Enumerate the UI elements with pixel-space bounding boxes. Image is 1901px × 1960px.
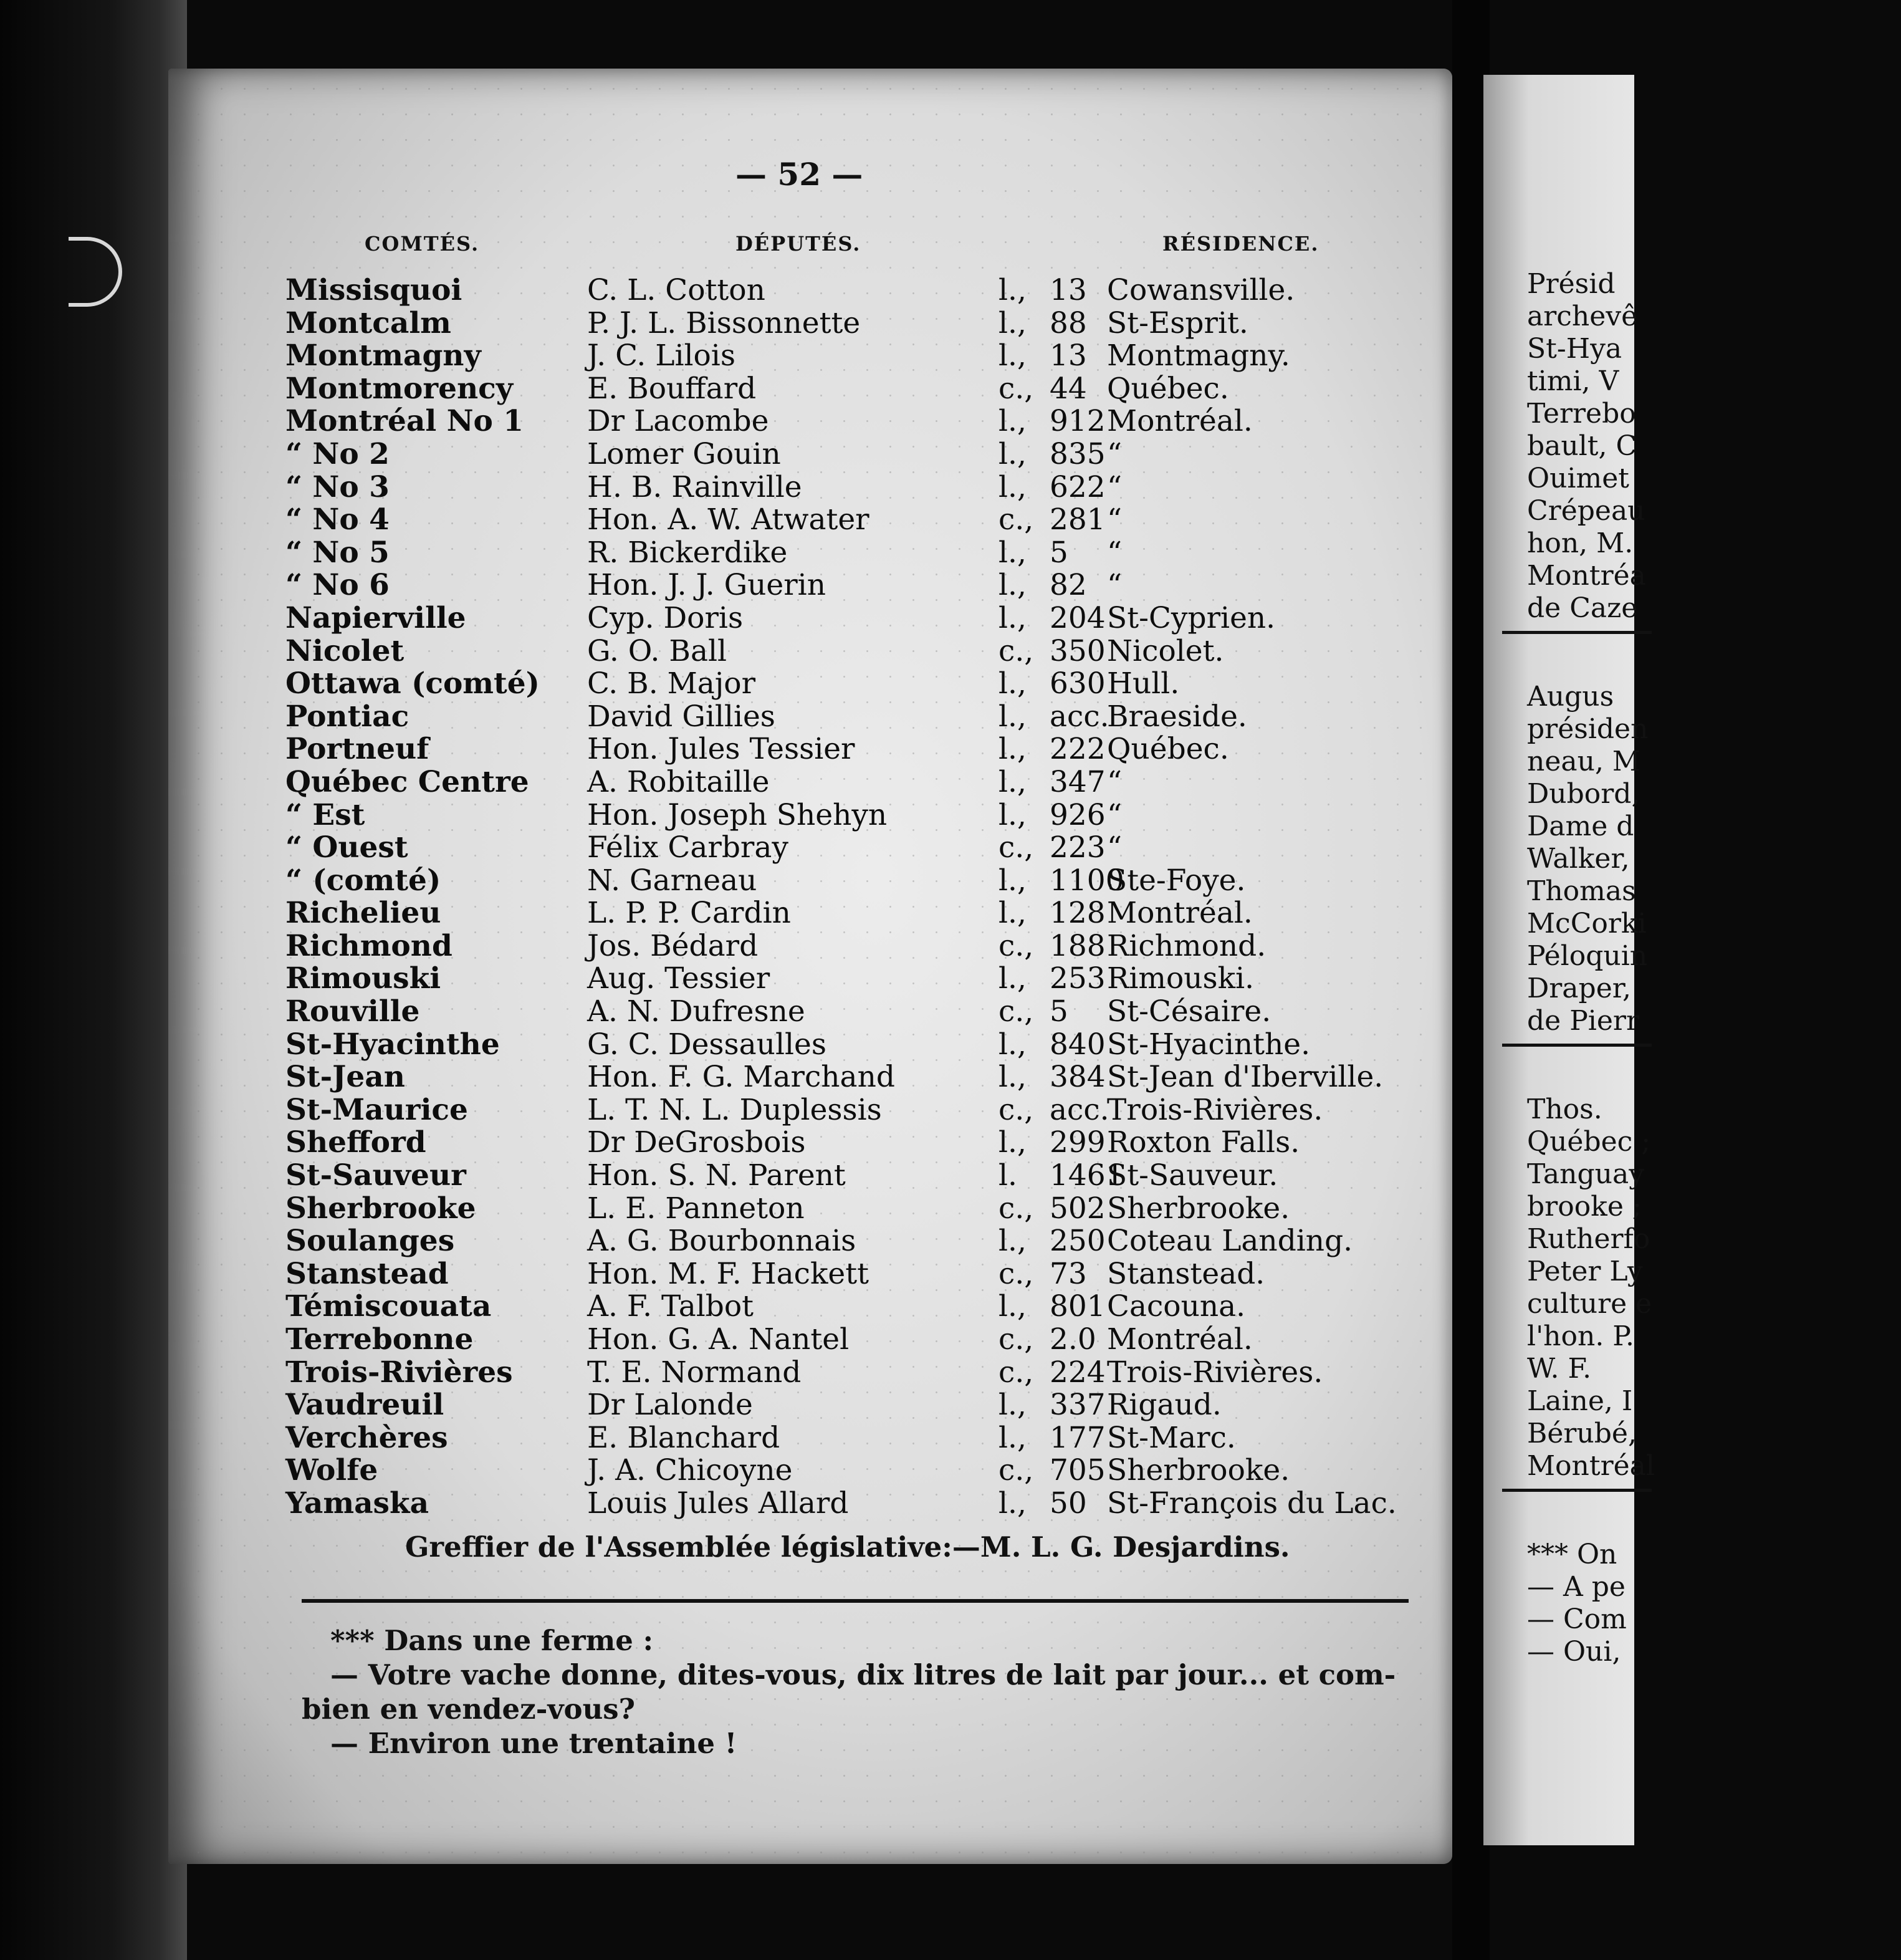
table-row: [282, 471, 1422, 504]
deputy-cell: Hon. G. A. Nantel: [587, 1322, 850, 1357]
facing-page-rule: [1502, 631, 1652, 634]
deputy-cell: G. C. Dessaulles: [587, 1027, 826, 1062]
county-cell: Rimouski: [285, 961, 441, 996]
number-cell: 801: [1050, 1289, 1106, 1324]
deputy-cell: Louis Jules Allard: [587, 1486, 849, 1520]
table-row: [282, 1454, 1422, 1487]
page-tab-mark: [69, 237, 122, 307]
county-cell: Rouville: [285, 994, 420, 1029]
party-cell: l.,: [998, 797, 1027, 832]
county-cell: Shefford: [285, 1125, 426, 1160]
number-cell: 50: [1050, 1486, 1087, 1520]
deputy-cell: E. Blanchard: [587, 1420, 780, 1455]
facing-page-line: Augus: [1527, 681, 1614, 713]
number-cell: 347: [1050, 764, 1106, 799]
county-cell: “ No 5: [285, 535, 390, 570]
party-cell: l.,: [998, 1388, 1027, 1423]
party-cell: l.,: [998, 1027, 1027, 1062]
table-row: [282, 1258, 1422, 1291]
number-cell: 253: [1050, 961, 1106, 996]
number-cell: 188: [1050, 928, 1106, 963]
table-row: [282, 1225, 1422, 1258]
deputy-cell: T. E. Normand: [587, 1355, 802, 1390]
table-row: [282, 1389, 1422, 1422]
table-row: [282, 1160, 1422, 1193]
deputy-cell: R. Bickerdike: [587, 535, 788, 570]
header-deputy: DÉPUTÉS.: [735, 232, 861, 256]
party-cell: c.,: [998, 371, 1034, 406]
number-cell: 177: [1050, 1420, 1106, 1455]
county-cell: Montmorency: [285, 371, 514, 406]
residence-cell: Cowansville.: [1107, 273, 1295, 307]
residence-cell: Sherbrooke.: [1107, 1453, 1290, 1488]
party-cell: l.,: [998, 1224, 1027, 1259]
facing-page-line: bault, C: [1527, 430, 1637, 462]
residence-cell: Montréal.: [1107, 404, 1253, 439]
deputy-cell: C. L. Cotton: [587, 273, 765, 307]
number-cell: 1100: [1050, 863, 1124, 898]
residence-cell: St-Hyacinthe.: [1107, 1027, 1311, 1062]
county-cell: Stanstead: [285, 1256, 449, 1291]
facing-page-line: Montréal: [1527, 1450, 1655, 1482]
county-cell: “ No 2: [285, 436, 390, 471]
deputy-cell: E. Bouffard: [587, 371, 757, 406]
table-row: [282, 274, 1422, 307]
table-row: [282, 963, 1422, 996]
header-residence: RÉSIDENCE.: [1162, 232, 1319, 256]
number-cell: 299: [1050, 1125, 1106, 1160]
facing-page-line: culture e: [1527, 1288, 1652, 1320]
facing-page-line: Présid: [1527, 268, 1616, 300]
facing-page-line: Tanguay: [1527, 1158, 1645, 1190]
residence-cell: St-Sauveur.: [1107, 1158, 1278, 1193]
facing-page-line: l'hon. P.: [1527, 1320, 1634, 1352]
residence-cell: “: [1107, 764, 1123, 799]
party-cell: l.,: [998, 305, 1027, 340]
table-row: [282, 635, 1422, 668]
party-cell: c.,: [998, 1256, 1034, 1291]
facing-page-line: — A pe: [1527, 1571, 1626, 1603]
table-row: [282, 1127, 1422, 1160]
deputy-cell: Lomer Gouin: [587, 436, 781, 471]
number-cell: acc.: [1050, 699, 1109, 734]
deputy-cell: Hon. S. N. Parent: [587, 1158, 846, 1193]
county-cell: Pontiac: [285, 699, 409, 734]
deputy-cell: Félix Carbray: [587, 830, 788, 865]
county-cell: St-Hyacinthe: [285, 1027, 500, 1062]
deputy-cell: Dr DeGrosbois: [587, 1125, 806, 1160]
table-row: [282, 897, 1422, 930]
residence-cell: Nicolet.: [1107, 633, 1224, 668]
table-row: [282, 996, 1422, 1029]
facing-page-line: hon, M.: [1527, 527, 1634, 559]
county-cell: “ Ouest: [285, 830, 408, 865]
table-row: [282, 537, 1422, 570]
residence-cell: Québec.: [1107, 371, 1229, 406]
table-row: [282, 1193, 1422, 1226]
facing-page-line: Bérubé,: [1527, 1418, 1637, 1449]
number-cell: 223: [1050, 830, 1106, 865]
party-cell: l.,: [998, 961, 1027, 996]
facing-page-line: Draper,: [1527, 973, 1631, 1004]
county-cell: St-Sauveur: [285, 1158, 466, 1193]
deputy-cell: David Gillies: [587, 699, 775, 734]
number-cell: 2.0: [1050, 1322, 1096, 1357]
county-cell: Richelieu: [285, 896, 441, 931]
joke-line-4: — Environ une trentaine !: [330, 1727, 737, 1760]
facing-page-line: Dubord,: [1527, 778, 1640, 810]
party-cell: l.,: [998, 1420, 1027, 1455]
number-cell: 222: [1050, 732, 1106, 767]
table-row: [282, 602, 1422, 635]
deputy-cell: Hon. J. J. Guerin: [587, 568, 826, 603]
number-cell: 1461: [1050, 1158, 1124, 1193]
facing-page-line: neau, M: [1527, 746, 1640, 777]
county-cell: Richmond: [285, 928, 453, 963]
facing-page-line: Laine, I: [1527, 1385, 1633, 1417]
facing-page-line: W. F.: [1527, 1353, 1592, 1385]
residence-cell: Richmond.: [1107, 928, 1267, 963]
residence-cell: “: [1107, 469, 1123, 504]
party-cell: c.,: [998, 830, 1034, 865]
county-cell: Terrebonne: [285, 1322, 474, 1357]
facing-page-line: brooke ;: [1527, 1191, 1642, 1223]
residence-cell: Cacouna.: [1107, 1289, 1246, 1324]
number-cell: 630: [1050, 666, 1106, 701]
residence-cell: Rimouski.: [1107, 961, 1255, 996]
party-cell: c.,: [998, 1092, 1034, 1127]
number-cell: 835: [1050, 436, 1106, 471]
residence-cell: St-Esprit.: [1107, 305, 1248, 340]
residence-cell: Rigaud.: [1107, 1388, 1222, 1423]
residence-cell: Braeside.: [1107, 699, 1247, 734]
party-cell: l.,: [998, 1486, 1027, 1520]
number-cell: 502: [1050, 1191, 1106, 1226]
party-cell: l.,: [998, 535, 1027, 570]
county-cell: Nicolet: [285, 633, 405, 668]
deputy-cell: Hon. Joseph Shehyn: [587, 797, 888, 832]
table-row: [282, 865, 1422, 898]
deputy-cell: Dr Lalonde: [587, 1388, 753, 1423]
party-cell: l.,: [998, 1060, 1027, 1095]
deputy-cell: P. J. L. Bissonnette: [587, 305, 861, 340]
number-cell: 44: [1050, 371, 1087, 406]
number-cell: 13: [1050, 339, 1087, 373]
deputy-cell: J. C. Lilois: [587, 339, 735, 373]
deputy-cell: L. P. P. Cardin: [587, 896, 791, 931]
table-row: [282, 340, 1422, 373]
party-cell: c.,: [998, 1453, 1034, 1488]
number-cell: 912: [1050, 404, 1106, 439]
deputy-cell: Hon. Jules Tessier: [587, 732, 855, 767]
county-cell: Napierville: [285, 600, 466, 635]
county-cell: Missisquoi: [285, 273, 462, 307]
facing-page-line: Thomas: [1527, 875, 1636, 907]
residence-cell: “: [1107, 535, 1123, 570]
deputy-cell: Cyp. Doris: [587, 600, 744, 635]
deputy-cell: L. E. Panneton: [587, 1191, 805, 1226]
county-cell: Sherbrooke: [285, 1191, 476, 1226]
table-row: [282, 504, 1422, 537]
deputy-cell: Hon. M. F. Hackett: [587, 1256, 869, 1291]
facing-page-line: Québec ;: [1527, 1126, 1651, 1158]
party-cell: l.,: [998, 1289, 1027, 1324]
party-cell: c.,: [998, 502, 1034, 537]
party-cell: c.,: [998, 994, 1034, 1029]
deputy-cell: A. F. Talbot: [587, 1289, 754, 1324]
county-cell: Trois-Rivières: [285, 1355, 513, 1390]
number-cell: 13: [1050, 273, 1087, 307]
deputy-cell: Hon. F. G. Marchand: [587, 1060, 895, 1095]
party-cell: l.,: [998, 339, 1027, 373]
deputy-cell: A. Robitaille: [587, 764, 770, 799]
county-cell: “ No 4: [285, 502, 390, 537]
facing-page-line: Ouimet: [1527, 463, 1629, 494]
deputies-table: [282, 274, 1422, 1520]
facing-page-line: Rutherfo: [1527, 1223, 1650, 1255]
facing-page-line: timi, V: [1527, 365, 1619, 397]
page-number: — 52 —: [735, 156, 863, 193]
book-left-edge: [0, 0, 187, 1960]
deputy-cell: J. A. Chicoyne: [587, 1453, 793, 1488]
county-cell: Soulanges: [285, 1224, 455, 1259]
party-cell: l.,: [998, 896, 1027, 931]
facing-page-line: archevê: [1527, 300, 1638, 332]
number-cell: 384: [1050, 1060, 1106, 1095]
county-cell: St-Maurice: [285, 1092, 468, 1127]
deputy-cell: A. N. Dufresne: [587, 994, 805, 1029]
facing-page-line: de Caze: [1527, 592, 1638, 624]
greffier-line: Greffier de l'Assemblée législative:—M. L. G. Desjardins.: [405, 1530, 1290, 1564]
party-cell: l.,: [998, 600, 1027, 635]
residence-cell: St-Jean d'Iberville.: [1107, 1060, 1384, 1095]
table-row: [282, 1323, 1422, 1357]
facing-page-line: St-Hya: [1527, 333, 1622, 365]
facing-page-line: Péloquin: [1527, 940, 1648, 972]
county-cell: Témiscouata: [285, 1289, 492, 1324]
county-cell: Montmagny: [285, 339, 481, 373]
number-cell: 82: [1050, 568, 1087, 603]
facing-page-rule: [1502, 1489, 1652, 1492]
county-cell: Yamaska: [285, 1486, 429, 1520]
party-cell: l.,: [998, 666, 1027, 701]
county-cell: St-Jean: [285, 1060, 405, 1095]
deputy-cell: Hon. A. W. Atwater: [587, 502, 869, 537]
table-row: [282, 1422, 1422, 1455]
county-cell: Vaudreuil: [285, 1388, 444, 1423]
residence-cell: Coteau Landing.: [1107, 1224, 1353, 1259]
deputy-cell: Jos. Bédard: [587, 928, 759, 963]
county-cell: Montréal No 1: [285, 404, 524, 439]
number-cell: 705: [1050, 1453, 1106, 1488]
residence-cell: Ste-Foye.: [1107, 863, 1246, 898]
table-row: [282, 832, 1422, 865]
residence-cell: St-Marc.: [1107, 1420, 1236, 1455]
number-cell: 350: [1050, 633, 1106, 668]
residence-cell: Sherbrooke.: [1107, 1191, 1290, 1226]
party-cell: c.,: [998, 1322, 1034, 1357]
residence-cell: Stanstead.: [1107, 1256, 1265, 1291]
number-cell: 88: [1050, 305, 1087, 340]
deputy-cell: A. G. Bourbonnais: [587, 1224, 856, 1259]
deputy-cell: H. B. Rainville: [587, 469, 802, 504]
table-row: [282, 1357, 1422, 1390]
residence-cell: “: [1107, 568, 1123, 603]
residence-cell: Hull.: [1107, 666, 1180, 701]
table-row: [282, 405, 1422, 438]
facing-page-line: Dame d: [1527, 810, 1634, 842]
deputy-cell: Aug. Tessier: [587, 961, 770, 996]
table-row: [282, 1487, 1422, 1520]
facing-page-line: Walker,: [1527, 843, 1630, 875]
number-cell: acc.: [1050, 1092, 1109, 1127]
number-cell: 5: [1050, 994, 1068, 1029]
facing-page-line: — Com: [1527, 1603, 1627, 1635]
county-cell: Wolfe: [285, 1453, 378, 1488]
number-cell: 622: [1050, 469, 1106, 504]
party-cell: l.,: [998, 436, 1027, 471]
number-cell: 281: [1050, 502, 1106, 537]
residence-cell: “: [1107, 502, 1123, 537]
table-row: [282, 701, 1422, 734]
joke-intro: *** Dans une ferme :: [330, 1624, 654, 1657]
residence-cell: Montréal.: [1107, 1322, 1253, 1357]
facing-page: [1483, 75, 1655, 1845]
table-row: [282, 1094, 1422, 1127]
facing-page-line: McCorki: [1527, 908, 1647, 939]
deputy-cell: N. Garneau: [587, 863, 757, 898]
deputy-cell: L. T. N. L. Duplessis: [587, 1092, 882, 1127]
residence-cell: Trois-Rivières.: [1107, 1092, 1323, 1127]
facing-page-line: présiden: [1527, 713, 1649, 745]
number-cell: 5: [1050, 535, 1068, 570]
table-row: [282, 1061, 1422, 1094]
number-cell: 250: [1050, 1224, 1106, 1259]
residence-cell: Québec.: [1107, 732, 1229, 767]
residence-cell: Roxton Falls.: [1107, 1125, 1300, 1160]
residence-cell: St-Cyprien.: [1107, 600, 1276, 635]
party-cell: l.,: [998, 863, 1027, 898]
facing-page-line: de Pierr: [1527, 1005, 1639, 1037]
table-row: [282, 569, 1422, 602]
deputy-cell: G. O. Ball: [587, 633, 727, 668]
section-divider: [302, 1599, 1409, 1603]
party-cell: l.: [998, 1158, 1017, 1193]
number-cell: 337: [1050, 1388, 1106, 1423]
county-cell: “ No 6: [285, 568, 390, 603]
party-cell: c.,: [998, 633, 1034, 668]
residence-cell: “: [1107, 797, 1123, 832]
county-cell: Portneuf: [285, 732, 429, 767]
residence-cell: Montréal.: [1107, 896, 1253, 931]
table-row: [282, 1029, 1422, 1062]
table-row: [282, 373, 1422, 406]
table-row: [282, 668, 1422, 701]
residence-cell: Montmagny.: [1107, 339, 1290, 373]
facing-page-line: — Oui,: [1527, 1636, 1621, 1668]
county-cell: “ Est: [285, 797, 365, 832]
party-cell: c.,: [998, 1191, 1034, 1226]
facing-page-line: Thos.: [1527, 1093, 1602, 1125]
residence-cell: St-François du Lac.: [1107, 1486, 1397, 1520]
number-cell: 926: [1050, 797, 1106, 832]
county-cell: Ottawa (comté): [285, 666, 540, 701]
facing-page-line: Crépeau: [1527, 495, 1645, 527]
table-row: [282, 307, 1422, 340]
facing-page-rule: [1502, 1044, 1652, 1047]
deputy-cell: C. B. Major: [587, 666, 756, 701]
number-cell: 128: [1050, 896, 1106, 931]
county-cell: Montcalm: [285, 305, 451, 340]
county-cell: Verchères: [285, 1420, 448, 1455]
number-cell: 73: [1050, 1256, 1087, 1291]
facing-page-line: *** On: [1527, 1539, 1617, 1570]
party-cell: c.,: [998, 928, 1034, 963]
table-row: [282, 799, 1422, 832]
facing-page-line: Montréa: [1527, 560, 1646, 592]
county-cell: Québec Centre: [285, 764, 529, 799]
residence-cell: “: [1107, 436, 1123, 471]
facing-page-line: Terrebo: [1527, 398, 1636, 430]
party-cell: l.,: [998, 469, 1027, 504]
party-cell: l.,: [998, 732, 1027, 767]
residence-cell: Trois-Rivières.: [1107, 1355, 1323, 1390]
table-row: [282, 1290, 1422, 1323]
joke-line-3: bien en vendez-vous?: [302, 1693, 635, 1726]
facing-page-line: Peter Ly: [1527, 1256, 1643, 1287]
party-cell: l.,: [998, 764, 1027, 799]
party-cell: l.,: [998, 404, 1027, 439]
residence-cell: St-Césaire.: [1107, 994, 1271, 1029]
party-cell: l.,: [998, 699, 1027, 734]
number-cell: 204: [1050, 600, 1106, 635]
party-cell: l.,: [998, 568, 1027, 603]
residence-cell: “: [1107, 830, 1123, 865]
county-cell: “ No 3: [285, 469, 390, 504]
table-row: [282, 930, 1422, 963]
party-cell: l.,: [998, 1125, 1027, 1160]
table-row: [282, 733, 1422, 766]
number-cell: 224: [1050, 1355, 1106, 1390]
party-cell: c.,: [998, 1355, 1034, 1390]
header-county: COMTÉS.: [365, 232, 480, 256]
county-cell: “ (comté): [285, 863, 441, 898]
table-row: [282, 438, 1422, 471]
party-cell: l.,: [998, 273, 1027, 307]
number-cell: 840: [1050, 1027, 1106, 1062]
table-row: [282, 766, 1422, 799]
deputy-cell: Dr Lacombe: [587, 404, 769, 439]
joke-line-2: — Votre vache donne, dites-vous, dix litres de lait par jour... et com-: [330, 1658, 1396, 1691]
